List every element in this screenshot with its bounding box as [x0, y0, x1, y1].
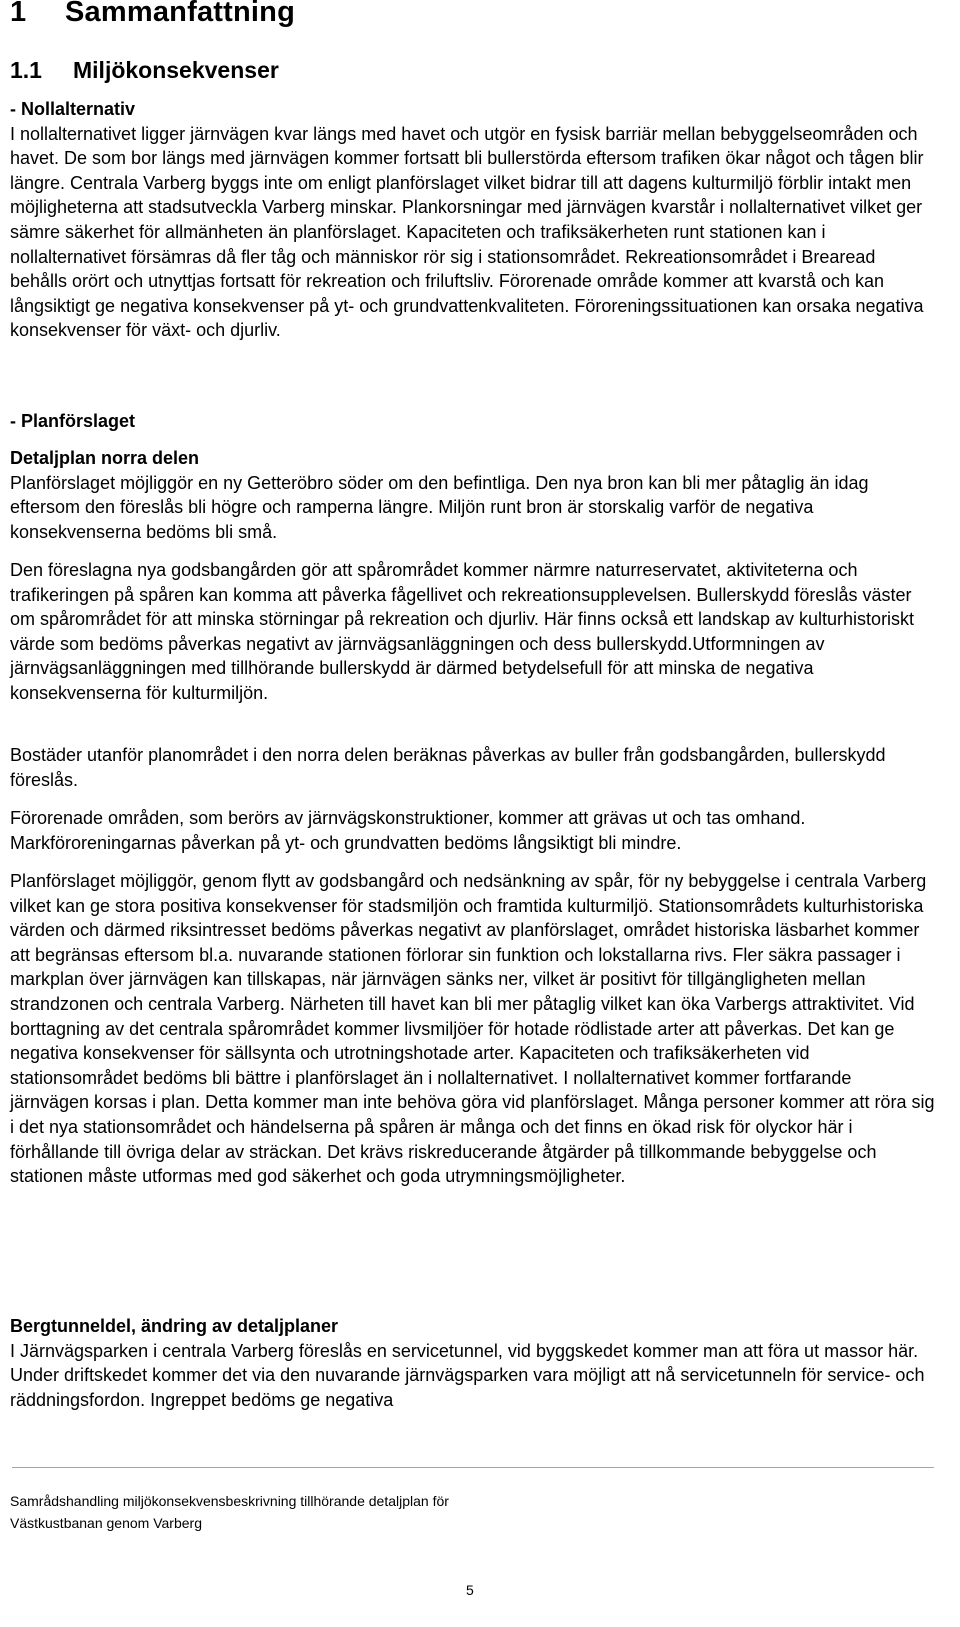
nollalternativ-paragraph: I nollalternativet ligger järnvägen kvar längs med havet och utgör en fysisk barriär mellan bebyggelseområden och havet. De som bor längs med järnvägen kommer fortsatt bli bullerstörda eftersom trafiken ökar något och tågen blir längre. Centrala Varberg byggs inte om enligt planförslaget vilket bidrar till att dagens kulturmiljö förblir intakt men möjligheterna att stadsutveckla Varberg minskar. Plankorsningar med järnvägen kvarstår i nollalternativet vilket ger sämre säkerhet för allmänheten än planförslaget. Kapaciteten och trafiksäkerheten runt stationen kan i nollalternativet försämras då fler tåg och människor rör sig i stationsområdet. Rekreationsområdet i Brearead behålls orört och utnyttjas fortsatt för rekreation och friluftsliv. Förorenade område kommer att kvarstå och kan långsiktigt ge negativa konsekvenser på yt- och grundvattenkvaliteten. Föroreningssituationen kan orsaka negativa konsekvenser för växt- och djurliv.: [10, 123, 924, 341]
bergtunneldel-heading: Bergtunneldel, ändring av detaljplaner: [10, 1316, 339, 1336]
bergtunneldel-section: [10, 1314, 935, 1412]
nollalternativ-section: [10, 97, 935, 343]
paragraph-block: [10, 869, 935, 1189]
paragraph: Planförslaget möjliggör en ny Getteröbro söder om den befintliga. Den nya bron kan bli mer påtaglig än idag eftersom den föreslås bli högre och ramperna längre. Miljön runt bron är storskalig varför de negativa konsekvenserna bedöms bli små.: [10, 472, 869, 542]
heading-text: Sammanfattning: [65, 0, 295, 28]
paragraph-block: [10, 743, 935, 792]
section-text: Miljökonsekvenser: [73, 57, 279, 83]
paragraph: Den föreslagna nya godsbangården gör att spårområdet kommer närmre naturreservatet, aktiviteterna och trafikeringen på spåren kan komma att påverka fågellivet och rekreationsupplevelsen. Bullerskydd föreslås väster om spårområdet för att minska störningar på rekreation och djurliv. Här finns också ett landskap av kulturhistoriskt värde som bedöms påverkas negativt av järnvägsanläggningen och dess bullerskydd.Utformningen av järnvägsanläggningen med tillhörande bullerskydd är därmed betydelsefull för att minska de negativa konsekvenserna för kulturmiljön.: [10, 560, 915, 703]
section-number: 1.1: [10, 57, 42, 83]
section-title: [10, 57, 279, 84]
footer-line: Samrådshandling miljökonsekvensbeskrivning tillhörande detaljplan för: [10, 1493, 449, 1509]
paragraph-block: [10, 806, 935, 855]
planforslaget-section: [10, 409, 935, 434]
footer-line: Västkustbanan genom Varberg: [10, 1515, 202, 1531]
nollalternativ-label: - Nollalternativ: [10, 99, 136, 119]
footer: [10, 1490, 449, 1534]
paragraph: Förorenade områden, som berörs av järnvägskonstruktioner, kommer att grävas ut och tas omhand. Markföroreningarnas påverkan på yt- och grundvatten bedöms långsiktigt bli mindre.: [10, 808, 806, 853]
paragraph: Planförslaget möjliggör, genom flytt av godsbangård och nedsänkning av spår, för ny bebyggelse i centrala Varberg vilket kan ge stora positiva konsekvenser för stadsmiljön och framtida kulturmiljö. Stationsområdets kulturhistoriska värden och därmed riksintresset bedöms påverkas negativt av planförslaget, området historiska läsbarhet kommer att begränsas eftersom bl.a. nuvarande stationen förlorar sin funktion och lokstallarna rivs. Fler säkra passager i markplan över järnvägen kan tillskapas, när järnvägen sänks ner, vilket är positivt för tillgängligheten mellan strandzonen och centrala Varberg. Närheten till havet kan bli mer påtaglig vilket kan öka Varbergs attraktivitet. Vid borttagning av det centrala spårområdet kommer livsmiljöer för hotade rödlistade arter att påverkas. Det kan ge negativa konsekvenser för sällsynta och utrotningshotade arter. Kapaciteten och trafiksäkerheten vid stationsområdet bedöms bli bättre i planförslaget än i nollalternativet. I nollalternativet kommer fortfarande järnvägen korsas i plan. Detta kommer man inte behöva göra vid planförslaget. Många personer kommer att röra sig i det nya stationsområdet och händelserna på spåren är många och det finns en ökad risk för olyckor här i förhållande till övriga delar av sträckan. Det krävs riskreducerande åtgärder på tillkommande bebyggelse och stationen måste utformas med god säkerhet och goda utrymningsmöjligheter.: [10, 871, 935, 1187]
page-number: 5: [466, 1582, 474, 1598]
planforslaget-label: - Planförslaget: [10, 411, 136, 431]
heading-number: 1: [10, 0, 27, 28]
footer-divider: [12, 1467, 934, 1468]
page-title: [10, 0, 295, 29]
detaljplan-norra-heading: Detaljplan norra delen: [10, 448, 200, 468]
paragraph: I Järnvägsparken i centrala Varberg föreslås en servicetunnel, vid byggskedet kommer man att föra ut massor här. Under driftskedet kommer det via den nuvarande järnvägsparken vara möjligt att nå servicetunneln för service- och räddningsfordon. Ingreppet bedöms ge negativa: [10, 1340, 925, 1410]
paragraph: Bostäder utanför planområdet i den norra delen beräknas påverkas av buller från godsbangården, bullerskydd föreslås.: [10, 745, 886, 790]
detaljplan-norra-section: [10, 446, 935, 544]
paragraph-block: [10, 558, 935, 706]
